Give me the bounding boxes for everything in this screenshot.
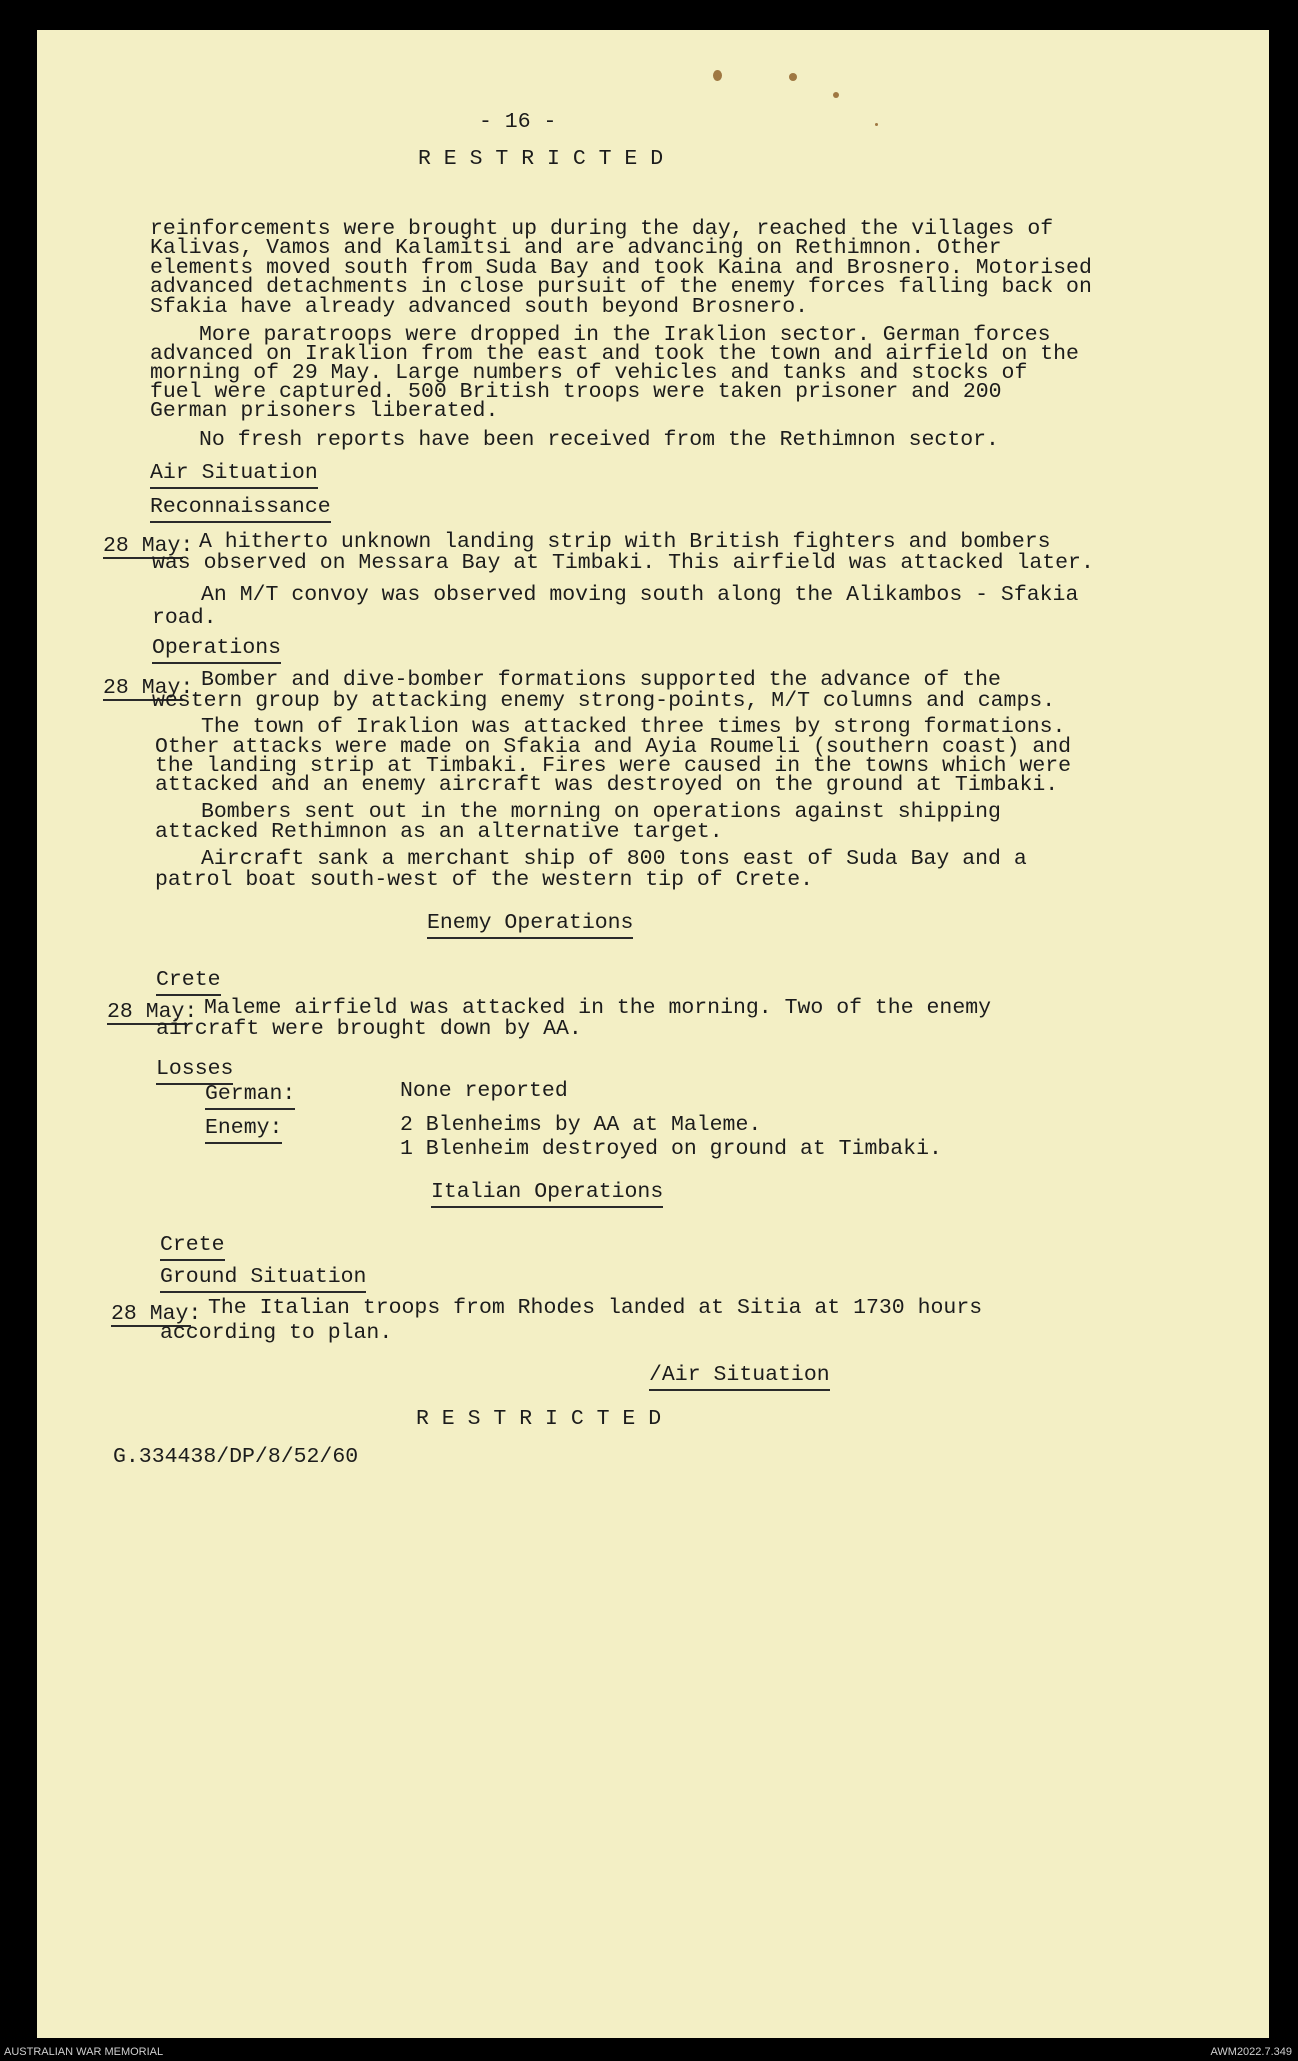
heading-reconnaissance: Reconnaissance: [150, 495, 331, 523]
body-line: Bomber and dive-bomber formations supported the advance of the: [201, 668, 1001, 692]
heading-crete: Crete: [156, 968, 221, 996]
body-line: Kalivas, Vamos and Kalamitsi and are advancing on Rethimnon. Other: [150, 236, 1002, 260]
body-line: the landing strip at Timbaki. Fires were caused in the towns which were: [155, 754, 1072, 778]
body-line: Sfakia have already advanced south beyond Brosnero.: [150, 295, 809, 319]
document-page: [37, 30, 1269, 2038]
stain-mark: [789, 73, 797, 81]
stain-mark: [713, 70, 722, 81]
body-line: The Italian troops from Rhodes landed at Sitia at 1730 hours: [208, 1296, 983, 1320]
body-line: reinforcements were brought up during the day, reached the villages of: [150, 217, 1054, 241]
body-line: was observed on Messara Bay at Timbaki. This airfield was attacked later.: [152, 551, 1094, 575]
body-line: Aircraft sank a merchant ship of 800 tons east of Suda Bay and a: [201, 847, 1027, 871]
body-line: An M/T convoy was observed moving south along the Alikambos - Sfakia: [201, 583, 1079, 607]
classification-header: R E S T R I C T E D: [418, 147, 664, 171]
body-line: aircraft were brought down by AA.: [156, 1017, 582, 1041]
footer-institution: AUSTRALIAN WAR MEMORIAL: [4, 2046, 164, 2058]
losses-german-value: None reported: [400, 1079, 568, 1103]
classification-footer: R E S T R I C T E D: [416, 1407, 662, 1431]
body-line: elements moved south from Suda Bay and took Kaina and Brosnero. Motorised: [150, 256, 1092, 280]
body-line: A hitherto unknown landing strip with British fighters and bombers: [199, 530, 1051, 554]
heading-crete: Crete: [160, 1233, 225, 1261]
body-line: patrol boat south-west of the western tip of Crete.: [155, 868, 814, 892]
date-label: 28 May:: [103, 534, 194, 558]
body-line: More paratroops were dropped in the Iraklion sector. German forces: [199, 323, 1051, 347]
footer-reference: AWM2022.7.349: [1210, 2046, 1292, 2058]
stain-mark: [833, 92, 839, 98]
losses-enemy-label: Enemy:: [205, 1116, 282, 1144]
losses-enemy-value: 2 Blenheims by AA at Maleme.: [400, 1113, 762, 1137]
losses-enemy-value: 1 Blenheim destroyed on ground at Timbaki.: [400, 1137, 942, 1161]
body-line: attacked and an enemy aircraft was destroyed on the ground at Timbaki.: [155, 773, 1059, 797]
date-label: 28 May:: [103, 676, 194, 700]
body-line: according to plan.: [160, 1321, 393, 1345]
body-line: German prisoners liberated.: [150, 399, 499, 423]
losses-german-label: German:: [205, 1082, 295, 1110]
body-line: morning of 29 May. Large numbers of vehicles and tanks and stocks of: [150, 361, 1028, 385]
body-line: road.: [152, 606, 217, 630]
body-line: Other attacks were made on Sfakia and Ayia Roumeli (southern coast) and: [155, 735, 1072, 759]
body-line: advanced detachments in close pursuit of the enemy forces falling back on: [150, 275, 1092, 299]
body-line: No fresh reports have been received from the Rethimnon sector.: [199, 428, 999, 452]
stain-mark: [875, 123, 878, 126]
heading-operations: Operations: [152, 636, 281, 664]
date-label: 28 May:: [111, 1302, 202, 1326]
heading-enemy-operations: Enemy Operations: [427, 911, 633, 939]
heading-italian-operations: Italian Operations: [431, 1180, 663, 1208]
body-line: Maleme airfield was attacked in the morning. Two of the enemy: [204, 996, 992, 1020]
body-line: Bombers sent out in the morning on operations against shipping: [201, 800, 1001, 824]
body-line: advanced on Iraklion from the east and took the town and airfield on the: [150, 342, 1079, 366]
body-line: attacked Rethimnon as an alternative target.: [155, 820, 723, 844]
archive-footer: [0, 2044, 1298, 2061]
reference-number: G.334438/DP/8/52/60: [113, 1445, 359, 1469]
body-line: The town of Iraklion was attacked three times by strong formations.: [201, 715, 1066, 739]
body-line: fuel were captured. 500 British troops were taken prisoner and 200: [150, 380, 1002, 404]
catchword: /Air Situation: [649, 1363, 830, 1391]
body-line: western group by attacking enemy strong-points, M/T columns and camps.: [152, 689, 1056, 713]
heading-air-situation: Air Situation: [150, 461, 318, 489]
date-label: 28 May:: [107, 1000, 198, 1024]
heading-losses: Losses: [156, 1057, 233, 1085]
heading-ground-situation: Ground Situation: [160, 1265, 366, 1293]
page-number: - 16 -: [479, 110, 557, 134]
